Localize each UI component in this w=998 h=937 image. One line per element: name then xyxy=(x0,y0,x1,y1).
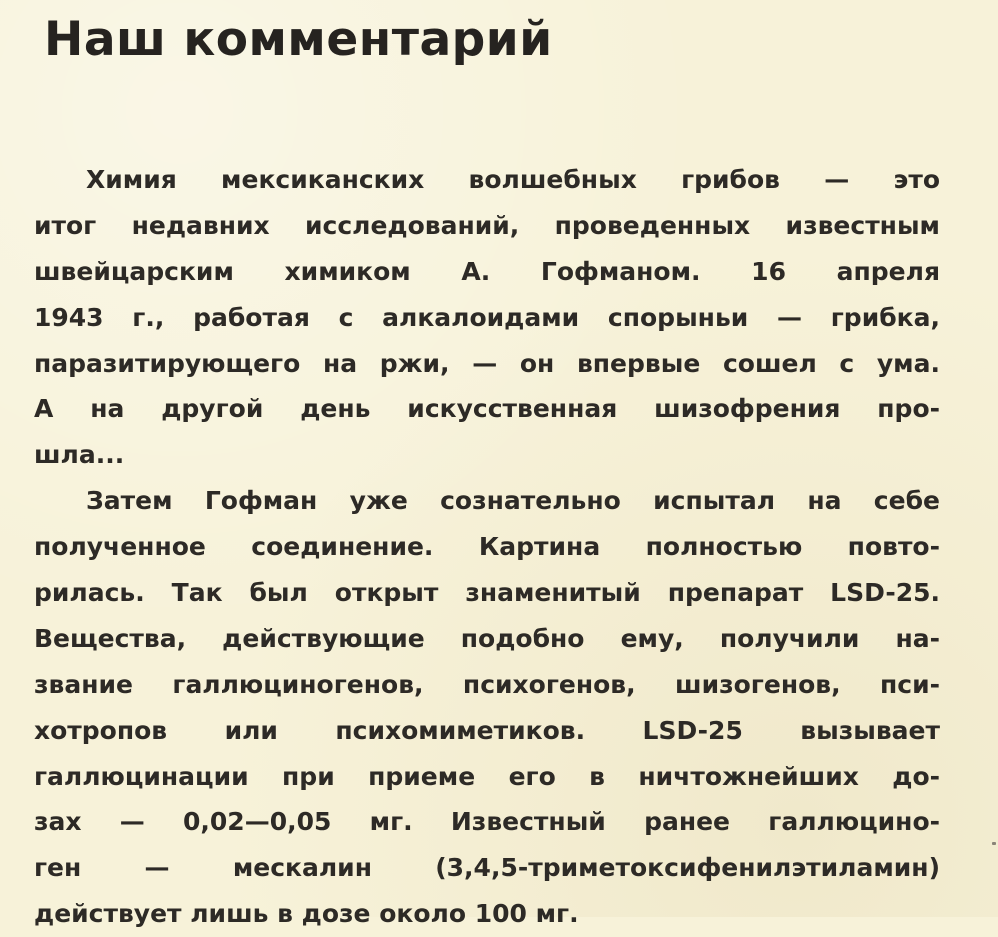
paragraph-2 xyxy=(34,478,940,937)
text-line: галлюцинации при приеме его в ничтожнейших до- xyxy=(34,761,940,791)
paragraph-1 xyxy=(34,157,940,478)
text-line: зах — 0,02—0,05 мг. Известный ранее галлюцино- xyxy=(34,807,940,837)
page-title: Наш комментарий xyxy=(44,12,553,67)
text-line: полученное соединение. Картина полностью повто- xyxy=(34,532,940,562)
text-line: хотропов или психомиметиков. LSD-25 вызывает xyxy=(34,715,940,745)
text-line: Химия мексиканских волшебных грибов — это xyxy=(86,165,940,194)
text-line: Затем Гофман уже сознательно испытал на себе xyxy=(86,486,940,516)
text-line: Вещества, действующие подобно ему, получили на- xyxy=(34,623,940,653)
text-line: швейцарским химиком А. Гофманом. 16 апреля xyxy=(34,256,940,286)
text-line: паразитирующего на ржи, — он впервые сошел с ума. xyxy=(34,348,940,378)
text-line: рилась. Так был открыт знаменитый препарат LSD-25. xyxy=(34,578,940,608)
text-line: А на другой день искусственная шизофрения про- xyxy=(34,394,940,424)
text-line: шла... xyxy=(34,440,125,470)
text-line: звание галлюциногенов, психогенов, шизогенов, пси- xyxy=(34,669,940,699)
text-line: действует лишь в дозе около 100 мг. xyxy=(34,899,579,929)
article-body xyxy=(34,157,940,937)
scan-speck xyxy=(992,842,996,845)
text-line: 1943 г., работая с алкалоидами спорыньи — грибка, xyxy=(34,302,940,332)
text-line: итог недавних исследований, проведенных известным xyxy=(34,210,940,240)
text-line: ген — мескалин (3,4,5-триметоксифенилэтиламин) xyxy=(34,853,940,883)
